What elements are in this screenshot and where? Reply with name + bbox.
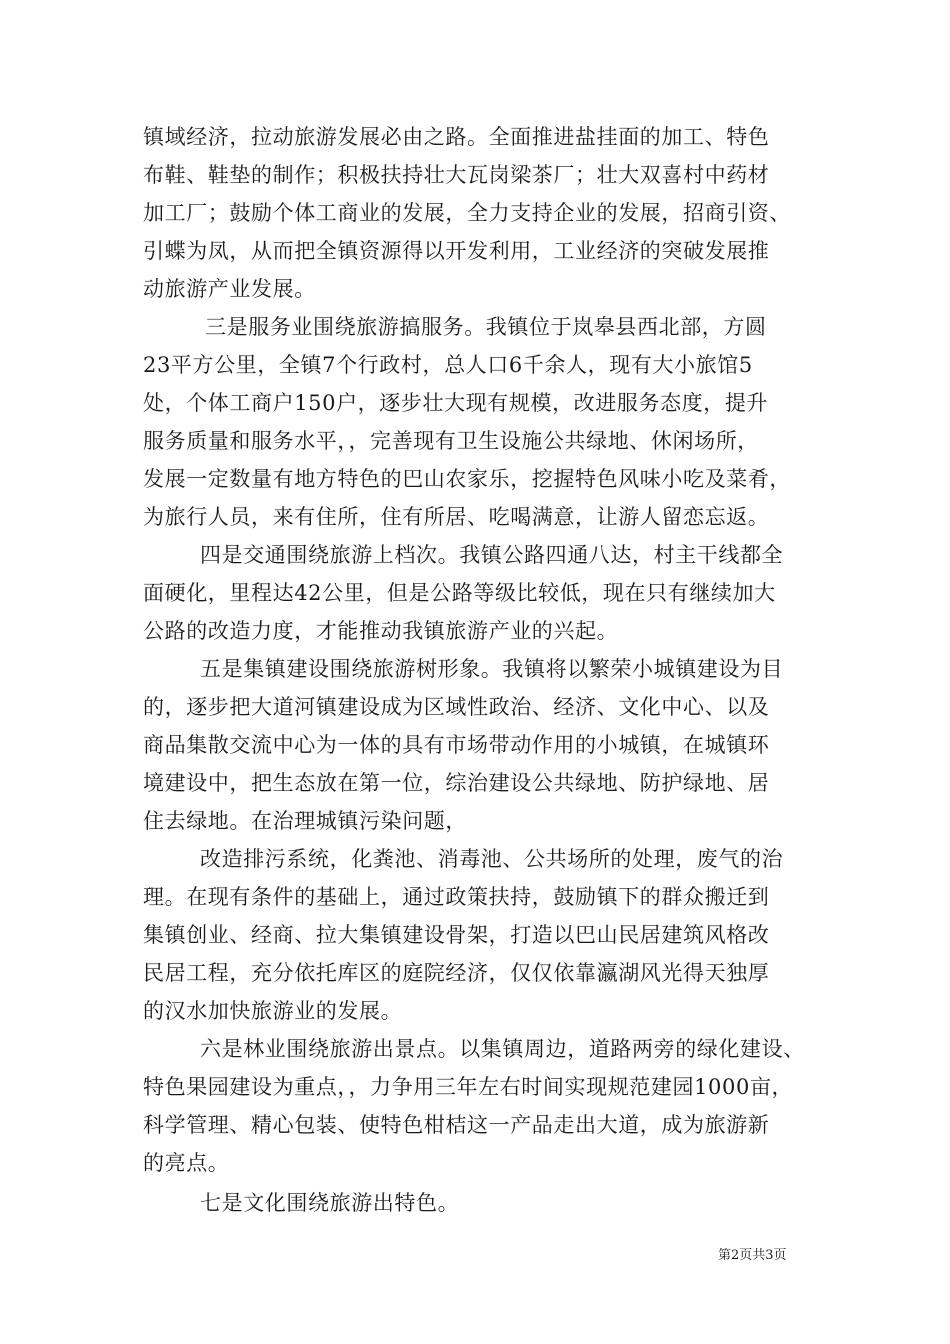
text-line: 的，逐步把大道河镇建设成为区域性政治、经济、文化中心、以及 — [143, 695, 770, 719]
text-line: 面硬化，里程达42公里，但是公路等级比较低，现在只有继续加大 — [143, 581, 776, 605]
text-line: 民居工程，充分依托库区的庭院经济，仅仅依靠瀛湖风光得天独厚 — [143, 961, 770, 985]
paragraph-start-line: 四是交通围绕旅游上档次。我镇公路四通八达，村主干线都全 — [200, 543, 784, 567]
text-line: 为旅行人员，来有住所，住有所居、吃喝满意，让游人留恋忘返。 — [143, 505, 770, 529]
text-line: 23平方公里，全镇7个行政村，总人口6千余人，现有大小旅馆5 — [143, 353, 753, 377]
text-line: 住去绿地。在治理城镇污染问题， — [143, 809, 467, 833]
text-line: 的亮点。 — [143, 1151, 230, 1175]
text-line: 科学管理、精心包装、使特色柑桔这一产品走出大道，成为旅游新 — [143, 1113, 770, 1137]
page-number-footer: 第2页共3页 — [718, 1248, 787, 1263]
paragraph-start-line: 五是集镇建设围绕旅游树形象。我镇将以繁荣小城镇建设为目 — [200, 657, 784, 681]
text-line: 的汉水加快旅游业的发展。 — [143, 999, 403, 1023]
text-line: 动旅游产业发展。 — [143, 277, 316, 301]
text-line: 特色果园建设为重点，，力争用三年左右时间实现规范建园1000亩， — [143, 1075, 794, 1099]
text-line: 引蝶为凤，从而把全镇资源得以开发利用，工业经济的突破发展推 — [143, 239, 770, 263]
text-line: 公路的改造力度，才能推动我镇旅游产业的兴起。 — [143, 619, 619, 643]
text-line: 处，个体工商户150户，逐步壮大现有规模，改进服务态度，提升 — [143, 391, 769, 415]
paragraph-start-line: 七是文化围绕旅游出特色。 — [200, 1191, 460, 1215]
paragraph-start-line: 六是林业围绕旅游出景点。以集镇周边，道路两旁的绿化建设、 — [200, 1037, 805, 1061]
text-line: 商品集散交流中心为一体的具有市场带动作用的小城镇，在城镇环 — [143, 733, 770, 757]
text-line: 发展一定数量有地方特色的巴山农家乐，挖握特色风味小吃及菜肴， — [143, 467, 791, 491]
text-line: 加工厂；鼓励个体工商业的发展，全力支持企业的发展，招商引资、 — [143, 201, 791, 225]
text-line: 服务质量和服务水平，，完善现有卫生设施公共绿地、休闲场所， — [143, 429, 759, 453]
text-line: 镇域经济，拉动旅游发展必由之路。全面推进盐挂面的加工、特色 — [143, 125, 770, 149]
paragraph-start-line: 改造排污系统，化粪池、消毒池、公共场所的处理，废气的治 — [200, 847, 784, 871]
text-line: 布鞋、鞋垫的制作；积极扶持壮大瓦岗梁茶厂；壮大双喜村中药材 — [143, 163, 770, 187]
text-line: 境建设中，把生态放在第一位，综治建设公共绿地、防护绿地、居 — [143, 771, 770, 795]
text-line: 集镇创业、经商、拉大集镇建设骨架，打造以巴山民居建筑风格改 — [143, 923, 770, 947]
text-line: 理。在现有条件的基础上，通过政策扶持，鼓励镇下的群众搬迁到 — [143, 885, 770, 909]
paragraph-start-line: 三是服务业围绕旅游搞服务。我镇位于岚皋县西北部，方圆 — [205, 315, 767, 339]
